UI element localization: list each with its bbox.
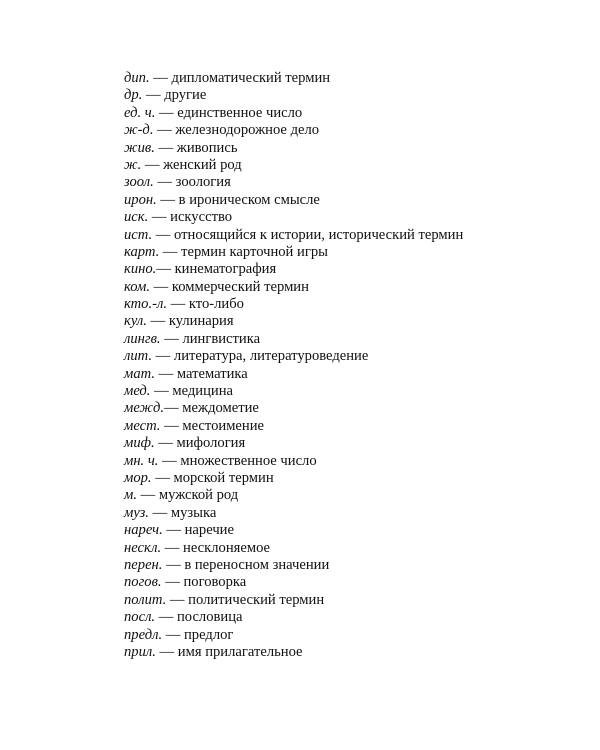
abbreviation-meaning: междометие xyxy=(182,400,259,417)
em-dash-separator: — xyxy=(156,261,175,278)
list-item xyxy=(124,87,463,104)
list-item xyxy=(124,487,463,504)
list-item xyxy=(124,174,463,191)
abbreviation-meaning: дипломатический термин xyxy=(171,70,331,86)
em-dash-separator: — xyxy=(149,70,172,86)
list-item xyxy=(124,313,463,330)
abbreviation-meaning: мифология xyxy=(176,435,246,452)
em-dash-separator: — xyxy=(152,348,174,365)
em-dash-separator: — xyxy=(146,313,169,330)
list-item xyxy=(124,522,463,539)
abbreviation: м. xyxy=(124,487,137,504)
abbreviation: мест. xyxy=(124,417,161,434)
abbreviation: дип. xyxy=(124,70,150,86)
abbreviation-meaning: имя прилагательное xyxy=(177,643,303,660)
em-dash-separator: — xyxy=(153,122,176,139)
abbreviation: погов. xyxy=(124,574,162,591)
list-item xyxy=(124,209,463,226)
abbreviation-meaning: коммерческий термин xyxy=(171,278,309,295)
abbreviation: кто.-л. xyxy=(124,296,167,313)
abbreviation-meaning: несклоняемое xyxy=(183,539,271,556)
abbreviation: лит. xyxy=(124,348,153,365)
abbreviation-meaning: мужской род xyxy=(158,487,239,504)
abbreviation: кино. xyxy=(124,261,157,278)
em-dash-separator: — xyxy=(154,139,177,156)
list-item xyxy=(124,540,463,557)
abbreviation: зоол. xyxy=(124,174,154,191)
list-item xyxy=(124,157,463,174)
abbreviation-meaning: множественное число xyxy=(180,452,317,469)
list-item xyxy=(124,592,463,609)
abbreviation: др. xyxy=(124,87,143,104)
em-dash-separator: — xyxy=(160,417,183,434)
abbreviation: иск. xyxy=(124,209,149,226)
abbreviation: ж. xyxy=(124,156,142,173)
em-dash-separator: — xyxy=(155,643,178,660)
em-dash-separator: — xyxy=(164,400,183,417)
list-item xyxy=(124,192,463,209)
list-item xyxy=(124,418,463,435)
list-item xyxy=(124,140,463,157)
list-item xyxy=(124,70,463,87)
em-dash-separator: — xyxy=(150,383,173,400)
list-item xyxy=(124,348,463,365)
abbreviation-meaning: предлог xyxy=(184,626,234,643)
em-dash-separator: — xyxy=(154,435,177,452)
abbreviation: ист. xyxy=(124,226,153,243)
em-dash-separator: — xyxy=(162,522,185,539)
abbreviation: прил. xyxy=(124,643,156,660)
abbreviation-meaning: местоимение xyxy=(182,417,264,434)
abbreviation-meaning: наречие xyxy=(184,522,234,539)
em-dash-separator: — xyxy=(141,156,164,173)
list-item xyxy=(124,244,463,261)
em-dash-separator: — xyxy=(149,278,172,295)
list-item xyxy=(124,105,463,122)
list-item xyxy=(124,453,463,470)
em-dash-separator: — xyxy=(155,609,177,626)
abbreviation-meaning: поговорка xyxy=(183,574,247,591)
list-item xyxy=(124,122,463,139)
em-dash-separator: — xyxy=(160,330,183,347)
abbreviation: миф. xyxy=(124,435,155,452)
em-dash-separator: — xyxy=(161,539,184,556)
list-item xyxy=(124,331,463,348)
em-dash-separator: — xyxy=(156,191,179,208)
abbreviation-meaning: кинематография xyxy=(174,261,277,278)
abbreviation-meaning: термин карточной игры xyxy=(181,243,328,260)
list-item xyxy=(124,366,463,383)
list-item xyxy=(124,609,463,626)
abbreviation: нескл. xyxy=(124,539,162,556)
abbreviation-meaning: женский род xyxy=(163,156,242,173)
abbreviation: ед. ч. xyxy=(124,104,156,121)
abbreviation: лингв. xyxy=(124,330,161,347)
list-item xyxy=(124,261,463,278)
abbreviation-meaning: живопись xyxy=(176,139,238,156)
abbreviation: ж-д. xyxy=(124,122,154,139)
em-dash-separator: — xyxy=(162,556,185,573)
abbreviation-meaning: математика xyxy=(176,365,248,382)
abbreviation: ирон. xyxy=(124,191,157,208)
em-dash-separator: — xyxy=(148,504,171,521)
abbreviation-meaning: другие xyxy=(164,87,207,104)
list-item xyxy=(124,574,463,591)
list-item xyxy=(124,627,463,644)
abbreviation-meaning: железнодорожное дело xyxy=(175,122,320,139)
list-item xyxy=(124,505,463,522)
em-dash-separator: — xyxy=(161,574,184,591)
list-item xyxy=(124,383,463,400)
em-dash-separator: — xyxy=(152,226,175,243)
abbreviation: межд. xyxy=(124,400,165,417)
list-item xyxy=(124,279,463,296)
abbreviation: кул. xyxy=(124,313,147,330)
abbreviation-meaning: кто-либо xyxy=(188,296,244,313)
abbreviation-meaning: в переносном значении xyxy=(184,556,330,573)
em-dash-separator: — xyxy=(167,296,189,313)
abbreviation-meaning: зоология xyxy=(175,174,231,191)
abbreviation-meaning: политический термин xyxy=(188,591,325,608)
list-item xyxy=(124,296,463,313)
em-dash-separator: — xyxy=(153,174,176,191)
em-dash-separator: — xyxy=(154,365,177,382)
abbreviation: карт. xyxy=(124,243,160,260)
abbreviation: жив. xyxy=(124,139,155,156)
abbreviation-meaning: кулинария xyxy=(168,313,234,330)
abbreviation: мор. xyxy=(124,469,152,486)
abbreviation-meaning: единственное число xyxy=(177,104,303,121)
em-dash-separator: — xyxy=(162,626,184,643)
abbreviation: нареч. xyxy=(124,522,163,539)
em-dash-separator: — xyxy=(151,469,174,486)
abbreviation-meaning: музыка xyxy=(170,504,217,521)
abbreviation: полит. xyxy=(124,591,167,608)
list-item xyxy=(124,400,463,417)
list-item xyxy=(124,470,463,487)
abbreviation-meaning: относящийся к истории, исторический термин xyxy=(174,226,464,243)
list-item xyxy=(124,435,463,452)
abbreviation: посл. xyxy=(124,609,156,626)
abbreviation: предл. xyxy=(124,626,163,643)
em-dash-separator: — xyxy=(159,243,182,260)
abbreviation-meaning: медицина xyxy=(172,383,234,400)
abbreviation-meaning: морской термин xyxy=(173,469,274,486)
list-item xyxy=(124,227,463,244)
abbreviation: мат. xyxy=(124,365,155,382)
list-item xyxy=(124,644,463,661)
list-item xyxy=(124,557,463,574)
abbreviation-meaning: в ироническом смысле xyxy=(178,191,320,208)
abbreviation: ком. xyxy=(124,278,150,295)
abbreviation: мед. xyxy=(124,383,151,400)
abbreviation-meaning: литература, литературоведение xyxy=(173,348,369,365)
abbreviation-meaning: искусство xyxy=(170,209,233,226)
em-dash-separator: — xyxy=(155,104,178,121)
em-dash-separator: — xyxy=(158,452,181,469)
abbreviation: муз. xyxy=(124,504,149,521)
abbreviation: мн. ч. xyxy=(124,452,159,469)
abbreviation-list xyxy=(124,70,463,661)
em-dash-separator: — xyxy=(136,487,159,504)
abbreviation-meaning: лингвистика xyxy=(182,330,261,347)
abbreviation-meaning: пословица xyxy=(176,609,243,626)
em-dash-separator: — xyxy=(166,591,189,608)
em-dash-separator: — xyxy=(142,87,165,104)
em-dash-separator: — xyxy=(148,209,171,226)
abbreviation: перен. xyxy=(124,556,163,573)
